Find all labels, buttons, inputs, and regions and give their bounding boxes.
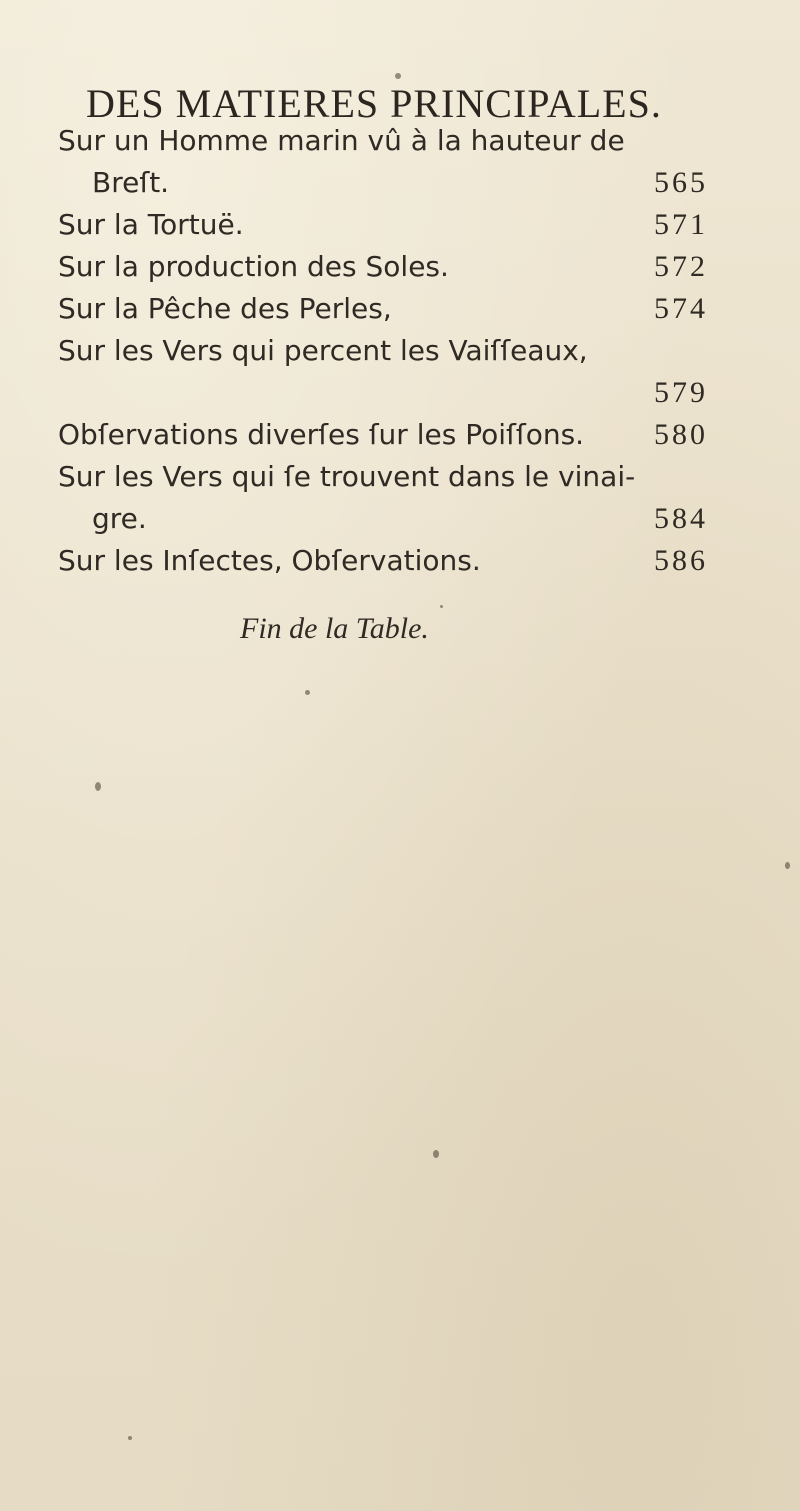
page-number: 579 <box>654 376 708 409</box>
paper-speck <box>95 782 101 791</box>
page-number: 574 <box>654 292 708 325</box>
entry-line <box>58 540 708 582</box>
paper-speck <box>128 1436 132 1440</box>
entry-text: Breſt. <box>92 166 170 199</box>
page-number: 580 <box>654 418 708 451</box>
paper-speck <box>305 690 310 695</box>
closing-text: Fin de la Table. <box>240 612 429 645</box>
entry-line <box>58 246 708 288</box>
toc-entry <box>58 540 708 582</box>
entry-text: Sur la Pêche des Perles, <box>58 292 392 325</box>
toc-entry <box>58 246 708 288</box>
page-number: 586 <box>654 544 708 577</box>
entry-line <box>58 456 708 498</box>
paper-speck <box>785 862 790 869</box>
table-of-contents <box>58 120 708 582</box>
toc-entry <box>58 414 708 456</box>
paper-speck <box>440 605 443 608</box>
toc-entry <box>58 288 708 330</box>
paper-speck <box>433 1150 439 1158</box>
paper-speck <box>395 73 401 79</box>
entry-line <box>58 498 708 540</box>
page-number: 565 <box>654 166 708 199</box>
page-number: 584 <box>654 502 708 535</box>
entry-line <box>58 288 708 330</box>
toc-entry <box>58 330 708 414</box>
page-header: DES MATIERES PRINCIPALES. <box>86 81 662 126</box>
toc-entry <box>58 204 708 246</box>
entry-line <box>58 330 708 372</box>
entry-line <box>58 372 708 414</box>
page-number: 572 <box>654 250 708 283</box>
page-number: 571 <box>654 208 708 241</box>
entry-text: Obſervations diverſes ſur les Poiſſons. <box>58 418 585 451</box>
toc-entry <box>58 120 708 204</box>
entry-text: Sur les Inſectes, Obſervations. <box>58 544 481 577</box>
entry-line <box>58 162 708 204</box>
entry-line <box>58 204 708 246</box>
entry-text: gre. <box>92 502 147 535</box>
toc-entry <box>58 456 708 540</box>
entry-text: Sur un Homme marin vû à la hauteur de <box>58 124 625 157</box>
entry-text: Sur les Vers qui ſe trouvent dans le vinai- <box>58 460 636 493</box>
entry-text: Sur les Vers qui percent les Vaiſſeaux, <box>58 334 588 367</box>
entry-line <box>58 120 708 162</box>
entry-line <box>58 414 708 456</box>
entry-text: Sur la Tortuë. <box>58 208 244 241</box>
entry-text: Sur la production des Soles. <box>58 250 449 283</box>
